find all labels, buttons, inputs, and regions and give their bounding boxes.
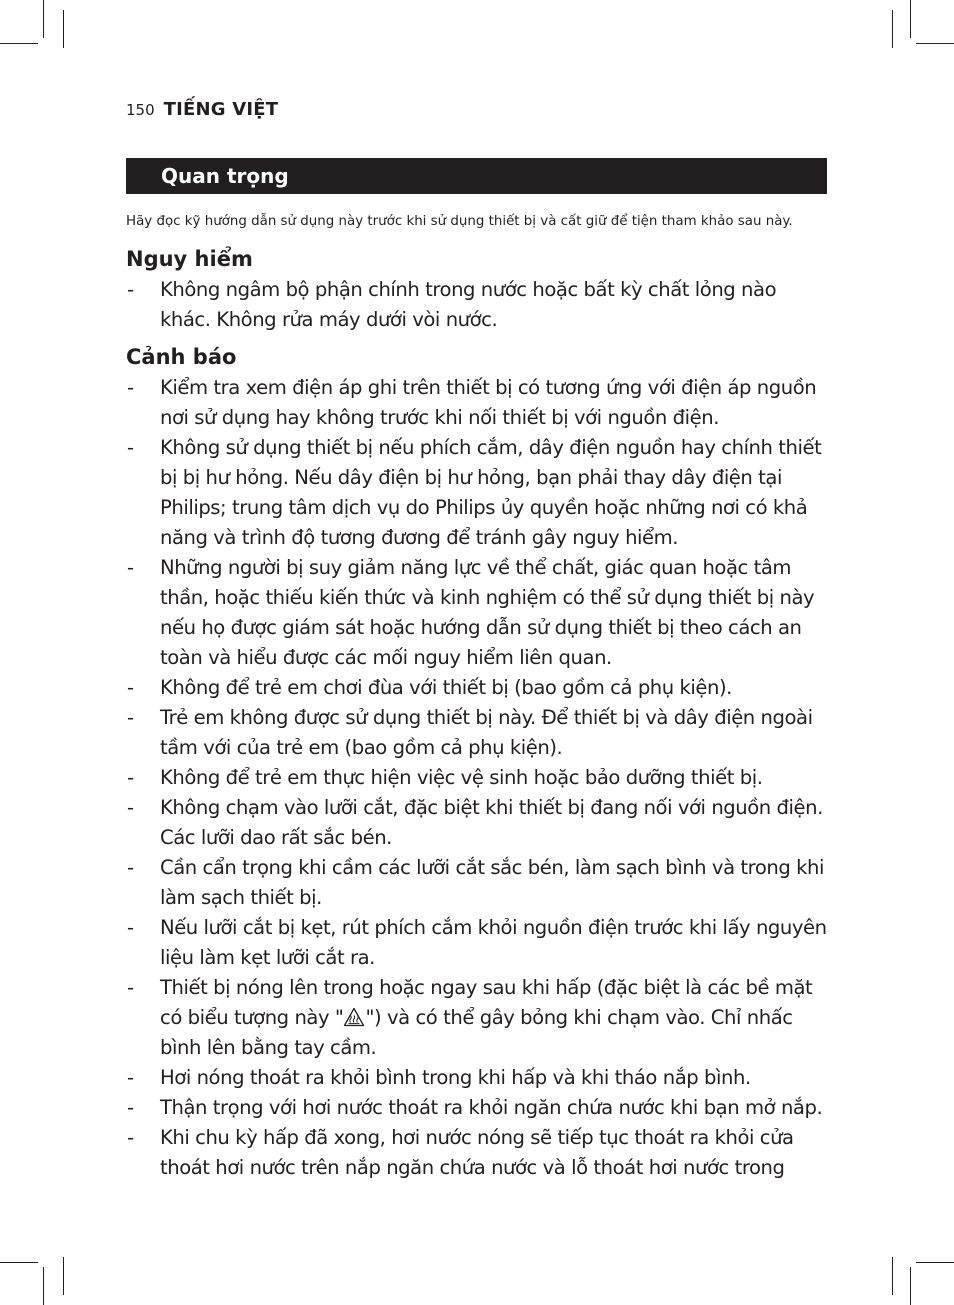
list-item bbox=[126, 673, 828, 703]
list-item bbox=[126, 1063, 828, 1093]
list-item-text: Không chạm vào lưỡi cắt, đặc biệt khi thiết bị đang nối với nguồn điện. Các lưỡi dao rất sắc bén. bbox=[160, 796, 823, 849]
bullet-dash: - bbox=[127, 278, 134, 301]
danger-heading: Nguy hiểm bbox=[126, 247, 253, 271]
list-item-text: Nếu lưỡi cắt bị kẹt, rút phích cắm khỏi nguồn điện trước khi lấy nguyên liệu làm kẹt lưỡi cắt ra. bbox=[160, 916, 827, 969]
list-item bbox=[126, 913, 828, 973]
list-item-text: Cần cẩn trọng khi cầm các lưỡi cắt sắc bén, làm sạch bình và trong khi làm sạch thiết bị. bbox=[160, 856, 824, 909]
list-item-text: ") và có thể gây bỏng khi chạm vào. Chỉ nhấc bình lên bằng tay cầm. bbox=[160, 1006, 793, 1059]
crop-mark bbox=[916, 1262, 954, 1263]
list-item-text: Thiết bị nóng lên trong hoặc ngay sau khi hấp (đặc biệt là các bề mặt có biểu tượng này " bbox=[160, 976, 813, 1029]
list-item-text: Hơi nóng thoát ra khỏi bình trong khi hấp và khi tháo nắp bình. bbox=[160, 1066, 751, 1089]
section-title: Quan trọng bbox=[161, 164, 289, 188]
safety-content bbox=[126, 243, 828, 1189]
hot-surface-icon bbox=[343, 1007, 365, 1027]
list-item bbox=[126, 793, 828, 853]
page-header bbox=[126, 99, 278, 120]
crop-mark bbox=[63, 10, 64, 48]
crop-mark bbox=[0, 43, 38, 44]
list-item bbox=[126, 853, 828, 913]
list-item-text: Không sử dụng thiết bị nếu phích cắm, dây điện nguồn hay chính thiết bị bị hư hỏng. Nếu dây điện bị hư hỏng, bạn phải thay dây điện tại Philips; trung tâm dịch vụ do Philips ủy quyền hoặc những nơi có khả năng và trình độ tương đương để tránh gây nguy hiểm. bbox=[160, 436, 822, 549]
page-number: 150 bbox=[126, 101, 155, 119]
intro-text: Hãy đọc kỹ hướng dẫn sử dụng này trước khi sử dụng thiết bị và cất giữ để tiện tham khảo sau này. bbox=[126, 214, 793, 229]
bullet-dash: - bbox=[127, 436, 134, 459]
list-item bbox=[126, 433, 828, 553]
list-item bbox=[126, 1123, 828, 1183]
bullet-dash: - bbox=[127, 766, 134, 789]
crop-mark bbox=[0, 1262, 38, 1263]
warning-heading: Cảnh báo bbox=[126, 345, 237, 369]
bullet-dash: - bbox=[127, 376, 134, 399]
bullet-dash: - bbox=[127, 1066, 134, 1089]
bullet-dash: - bbox=[127, 1096, 134, 1119]
list-item-text: Trẻ em không được sử dụng thiết bị này. Để thiết bị và dây điện ngoài tầm với của trẻ em (bao gồm cả phụ kiện). bbox=[160, 706, 813, 759]
crop-mark bbox=[892, 10, 893, 48]
danger-list bbox=[126, 275, 828, 335]
list-item bbox=[126, 275, 828, 335]
crop-mark bbox=[63, 1257, 64, 1295]
list-item bbox=[126, 373, 828, 433]
bullet-dash: - bbox=[127, 556, 134, 579]
bullet-dash: - bbox=[127, 856, 134, 879]
warning-list bbox=[126, 373, 828, 1183]
crop-mark bbox=[910, 1267, 911, 1305]
crop-mark bbox=[892, 1257, 893, 1295]
list-item-text: Những người bị suy giảm năng lực về thể chất, giác quan hoặc tâm thần, hoặc thiếu kiến thức và kinh nghiệm có thể sử dụng thiết bị này nếu họ được giám sát hoặc hướng dẫn sử dụng thiết bị theo cách an toàn và hiểu được các mối nguy hiểm liên quan. bbox=[160, 556, 815, 669]
bullet-dash: - bbox=[127, 676, 134, 699]
list-item bbox=[126, 703, 828, 763]
bullet-dash: - bbox=[127, 976, 134, 999]
crop-mark bbox=[43, 1267, 44, 1305]
bullet-dash: - bbox=[127, 796, 134, 819]
list-item-text: Khi chu kỳ hấp đã xong, hơi nước nóng sẽ tiếp tục thoát ra khỏi cửa thoát hơi nước trên nắp ngăn chứa nước và lỗ thoát hơi nước trong bbox=[160, 1126, 794, 1179]
list-item-text: Thận trọng với hơi nước thoát ra khỏi ngăn chứa nước khi bạn mở nắp. bbox=[160, 1096, 823, 1119]
list-item-text: Không để trẻ em thực hiện việc vệ sinh hoặc bảo dưỡng thiết bị. bbox=[160, 766, 763, 789]
language-title: TIẾNG VIỆT bbox=[163, 99, 279, 120]
bullet-dash: - bbox=[127, 916, 134, 939]
bullet-dash: - bbox=[127, 1126, 134, 1149]
list-item bbox=[126, 973, 828, 1063]
bullet-dash: - bbox=[127, 706, 134, 729]
list-item bbox=[126, 1093, 828, 1123]
crop-mark bbox=[916, 43, 954, 44]
crop-mark bbox=[43, 0, 44, 38]
section-title-bar bbox=[126, 158, 827, 194]
list-item-text: Không ngâm bộ phận chính trong nước hoặc bất kỳ chất lỏng nào khác. Không rửa máy dưới vòi nước. bbox=[160, 278, 777, 331]
list-item bbox=[126, 763, 828, 793]
list-item-text: Kiểm tra xem điện áp ghi trên thiết bị có tương ứng với điện áp nguồn nơi sử dụng hay không trước khi nối thiết bị với nguồn điện. bbox=[160, 376, 817, 429]
crop-mark bbox=[910, 0, 911, 38]
list-item-text: Không để trẻ em chơi đùa với thiết bị (bao gồm cả phụ kiện). bbox=[160, 676, 732, 699]
list-item bbox=[126, 553, 828, 673]
